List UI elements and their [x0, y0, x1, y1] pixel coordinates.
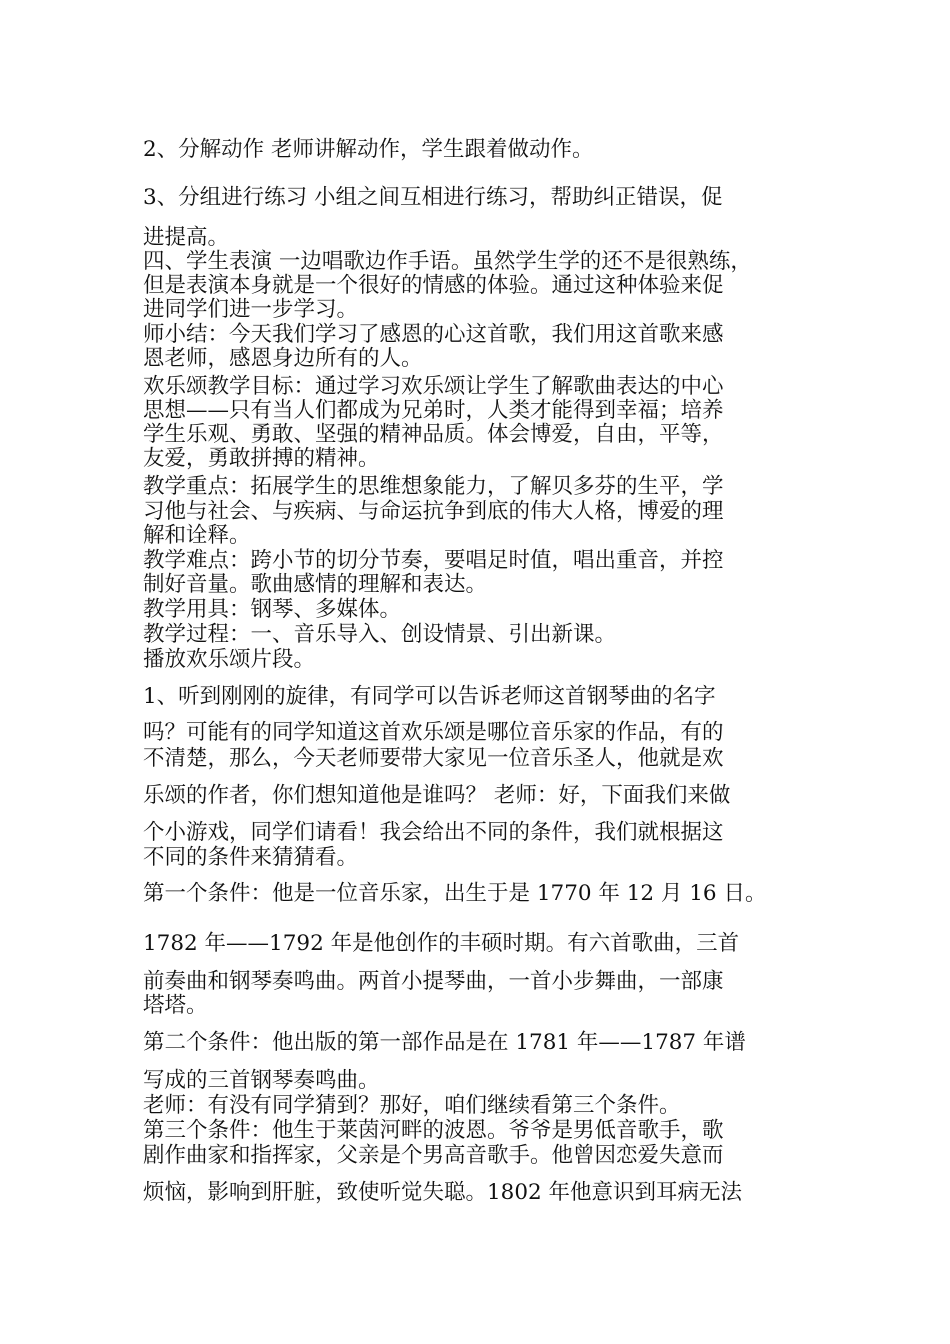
text-line: 不同的条件来猜猜看。: [143, 845, 359, 870]
text-line: 烦恼，影响到肝脏，致使听觉失聪。1802 年他意识到耳病无法: [143, 1180, 743, 1205]
text-line: 3、分组进行练习 小组之间互相进行练习，帮助纠正错误，促: [143, 185, 723, 210]
text-line: 教学重点：拓展学生的思维想象能力，了解贝多芬的生平，学: [143, 474, 724, 499]
text-line: 乐颂的作者，你们想知道他是谁吗？ 老师：好，下面我们来做: [143, 783, 731, 808]
text-line: 但是表演本身就是一个很好的情感的体验。通过这种体验来促: [143, 273, 724, 298]
text-line: 不清楚，那么，今天老师要带大家见一位音乐圣人，他就是欢: [143, 746, 724, 771]
text-line: 塔塔。: [143, 993, 208, 1018]
text-line: 写成的三首钢琴奏鸣曲。: [143, 1068, 380, 1093]
text-line: 恩老师，感恩身边所有的人。: [143, 346, 423, 371]
text-line: 教学过程：一、音乐导入、创设情景、引出新课。: [143, 622, 617, 647]
text-line: 第一个条件：他是一位音乐家，出生于是 1770 年 12 月 16 日。: [143, 881, 767, 906]
text-line: 进提高。: [143, 225, 230, 250]
text-line: 吗？可能有的同学知道这首欢乐颂是哪位音乐家的作品，有的: [143, 720, 724, 745]
text-line: 教学难点：跨小节的切分节奏，要唱足时值，唱出重音，并控: [143, 548, 724, 573]
text-line: 第三个条件：他生于莱茵河畔的波恩。爷爷是男低音歌手，歌: [143, 1118, 724, 1143]
text-line: 1782 年——1792 年是他创作的丰硕时期。有六首歌曲，三首: [143, 931, 740, 956]
text-line: 播放欢乐颂片段。: [143, 647, 316, 672]
text-line: 剧作曲家和指挥家，父亲是个男高音歌手。他曾因恋爱失意而: [143, 1143, 724, 1168]
text-line: 教学用具：钢琴、多媒体。: [143, 597, 402, 622]
text-line: 友爱，勇敢拼搏的精神。: [143, 446, 380, 471]
text-line: 2、分解动作 老师讲解动作，学生跟着做动作。: [143, 137, 594, 162]
text-line: 老师：有没有同学猜到？那好，咱们继续看第三个条件。: [143, 1093, 681, 1118]
text-line: 第二个条件：他出版的第一部作品是在 1781 年——1787 年谱: [143, 1030, 746, 1055]
text-line: 前奏曲和钢琴奏鸣曲。两首小提琴曲，一首小步舞曲，一部康: [143, 969, 724, 994]
text-line: 个小游戏，同学们请看！我会给出不同的条件，我们就根据这: [143, 820, 724, 845]
text-line: 1、听到刚刚的旋律，有同学可以告诉老师这首钢琴曲的名字: [143, 684, 716, 709]
text-line: 思想——只有当人们都成为兄弟时，人类才能得到幸福；培养: [143, 398, 724, 423]
text-line: 学生乐观、勇敢、坚强的精神品质。体会博爱，自由，平等，: [143, 422, 724, 447]
text-line: 习他与社会、与疾病、与命运抗争到底的伟大人格，博爱的理: [143, 499, 724, 524]
text-line: 四、学生表演 一边唱歌边作手语。虽然学生学的还不是很熟练，: [143, 249, 752, 274]
text-line: 师小结：今天我们学习了感恩的心这首歌，我们用这首歌来感: [143, 322, 724, 347]
text-line: 制好音量。歌曲感情的理解和表达。: [143, 572, 488, 597]
text-line: 进同学们进一步学习。: [143, 297, 359, 322]
text-line: 欢乐颂教学目标：通过学习欢乐颂让学生了解歌曲表达的中心: [143, 374, 724, 399]
text-line: 解和诠释。: [143, 523, 251, 548]
